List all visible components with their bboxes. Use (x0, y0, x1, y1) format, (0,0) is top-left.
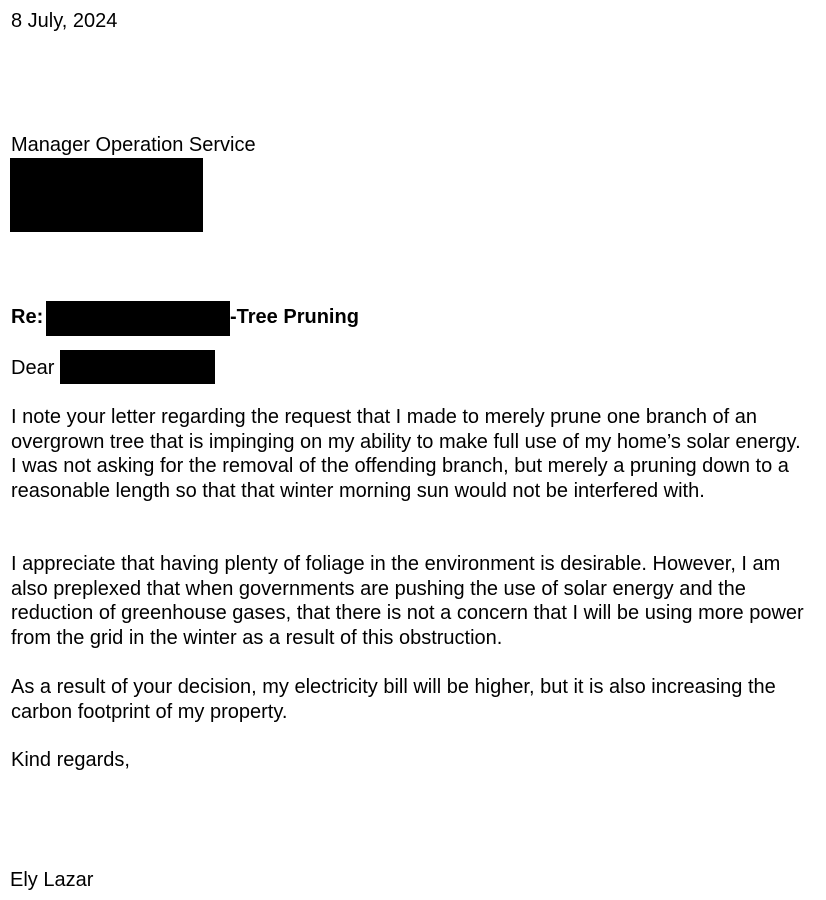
salutation: Dear (11, 357, 55, 379)
body-paragraph: I appreciate that having plenty of foliage in the environment is desirable. However, I am also preplexed that when governments are pushing the use of solar energy and the reduction of greenhouse gases, that there is not a concern that I will be using more power from the grid in the winter as a result of this obstruction. (11, 553, 804, 649)
body-paragraph: I note your letter regarding the request that I made to merely prune one branch of an overgrown tree that is impinging on my ability to make full use of my home’s solar energy. I was not asking for the removal of the offending branch, but merely a pruning down to a reasonable length so that that winter morning sun would not be interfered with. (11, 406, 801, 502)
subject-line: -Tree Pruning (230, 306, 359, 328)
signature-name: Ely Lazar (10, 869, 94, 891)
letter-date: 8 July, 2024 (11, 10, 118, 32)
redacted-recipient-address (10, 158, 203, 232)
body-paragraph: As a result of your decision, my electricity bill will be higher, but it is also increasing the carbon footprint of my property. (11, 676, 776, 723)
subject-prefix: Re: (11, 306, 44, 328)
redacted-subject-reference (46, 301, 230, 336)
recipient-title: Manager Operation Service (11, 134, 256, 156)
closing: Kind regards, (11, 749, 130, 771)
redacted-recipient-name (60, 350, 215, 384)
